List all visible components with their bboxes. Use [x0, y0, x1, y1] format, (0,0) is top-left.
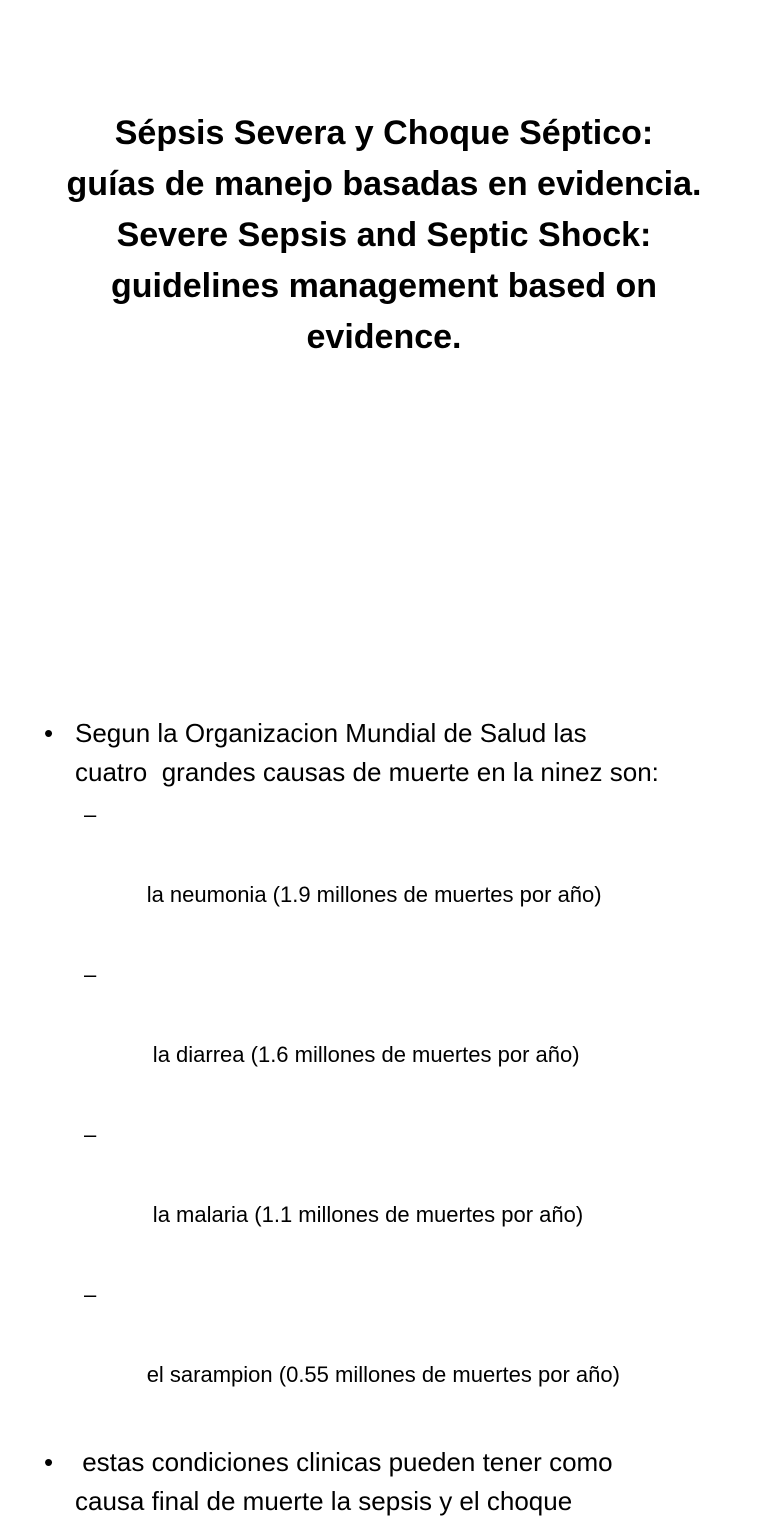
bullet-item	[44, 1443, 744, 1521]
sub-item-text: la malaria (1.1 millones de muertes por año)	[146, 1202, 584, 1227]
sub-item-text: la neumonia (1.9 millones de muertes por año)	[146, 882, 602, 907]
sub-list-item	[44, 1275, 744, 1435]
dash-marker: –	[84, 962, 97, 987]
title-line: Severe Sepsis and Septic Shock:	[116, 216, 652, 254]
sub-item-text: el sarampion (0.55 millones de muertes por año)	[146, 1362, 620, 1387]
bullet-marker: •	[44, 1447, 54, 1477]
sub-list	[44, 795, 744, 1435]
bullet-list	[44, 714, 744, 1521]
title-line: Sépsis Severa y Choque Séptico:	[114, 114, 654, 152]
title-line: guidelines management based on	[110, 267, 657, 305]
dash-marker: –	[84, 802, 97, 827]
bullet-text-line: Segun la Organizacion Mundial de Salud las	[75, 718, 587, 748]
sub-item-text: la diarrea (1.6 millones de muertes por año)	[146, 1042, 580, 1067]
sub-list-item	[44, 1115, 744, 1275]
sub-list-item	[44, 795, 744, 955]
dash-marker: –	[84, 1122, 97, 1147]
dash-marker: –	[84, 1282, 97, 1307]
bullet-text-line: causa final de muerte la sepsis y el choque	[75, 1486, 573, 1516]
bullet-item	[44, 714, 744, 792]
title-line: evidence.	[306, 318, 462, 356]
sub-list-item	[44, 955, 744, 1115]
bullet-text-line: estas condiciones clinicas pueden tener como	[75, 1447, 613, 1477]
title-line: guías de manejo basadas en evidencia.	[66, 165, 702, 203]
bullet-marker: •	[44, 718, 54, 748]
slide-title	[30, 108, 738, 363]
bullet-text-line: cuatro grandes causas de muerte en la ninez son:	[75, 757, 659, 787]
